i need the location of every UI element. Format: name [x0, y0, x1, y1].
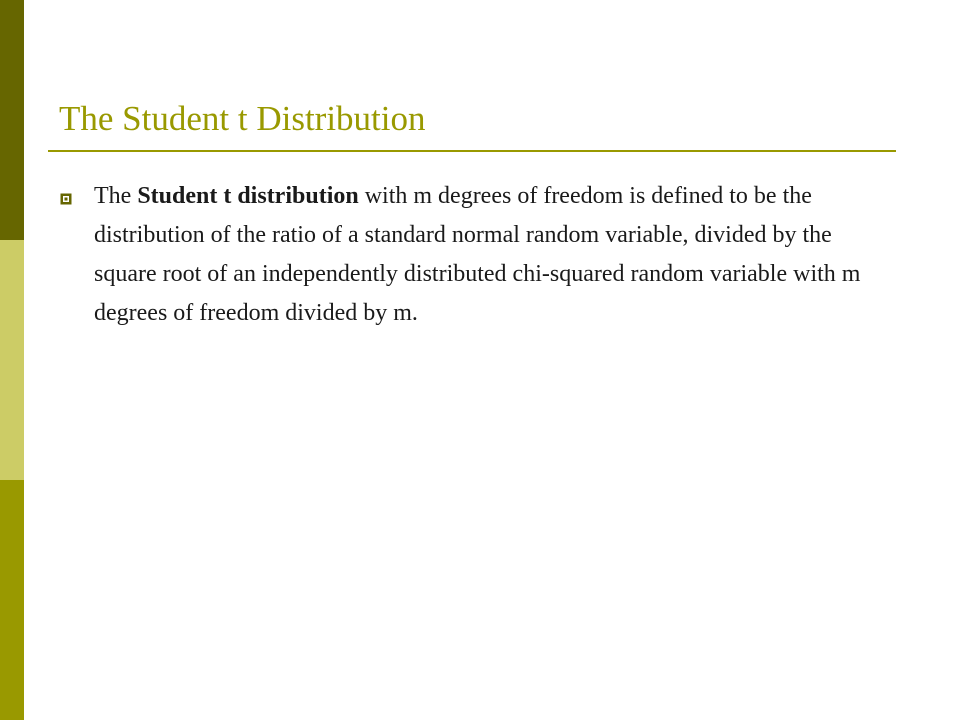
square-bullet-icon: [60, 193, 72, 205]
bullet-text-prefix: The: [94, 183, 138, 209]
bullet-text-suffix: with m degrees of freedom is defined to be the distribution of the ratio of a standard normal random variable, divided by the square root of an independently distributed chi-squared random variable with m degrees of freedom divided by m.: [94, 183, 861, 326]
bullet-text-bold: Student t distribution: [137, 183, 359, 209]
side-bar-bottom: [0, 480, 24, 720]
title-underline: [48, 150, 896, 152]
side-bar-middle: [0, 240, 24, 480]
slide-content: [58, 177, 898, 333]
slide-title: The Student t Distribution: [59, 99, 426, 138]
bullet-text: [94, 177, 898, 333]
side-bar-top: [0, 0, 24, 240]
bullet-item: [58, 177, 898, 333]
